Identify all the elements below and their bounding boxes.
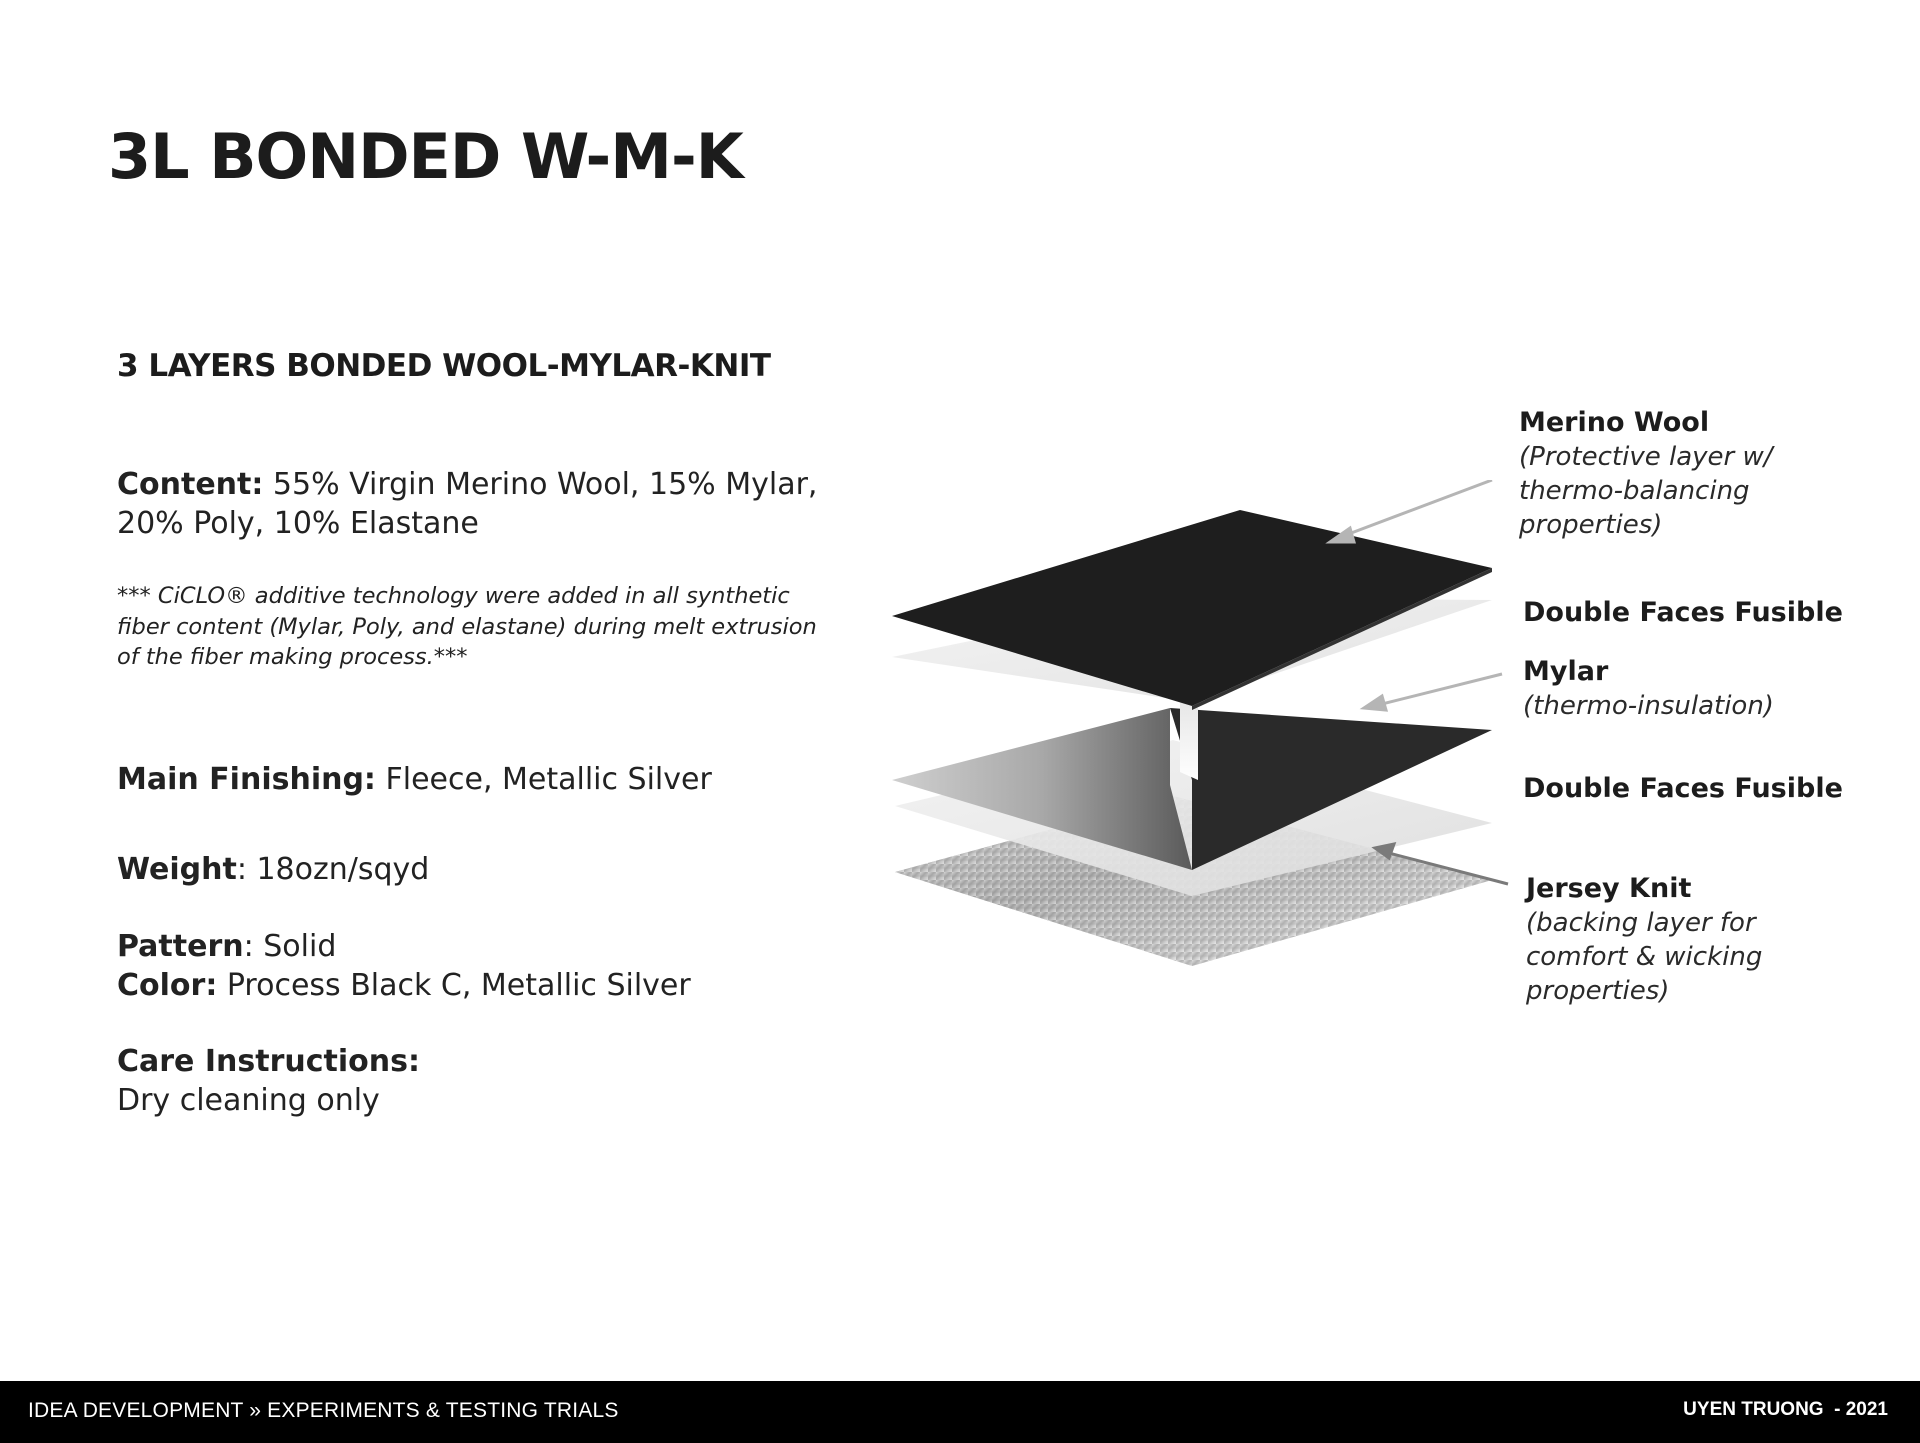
content-spec	[117, 465, 817, 543]
merino-wool-label-group	[1519, 406, 1773, 542]
fusible-top-label-group	[1523, 596, 1843, 630]
merino-wool-label: Merino Wool	[1519, 407, 1710, 438]
weight-label: Weight	[117, 852, 237, 887]
footer-author: UYEN TRUONG - 2021	[1683, 1399, 1888, 1420]
content-line-2: 20% Poly, 10% Elastane	[117, 506, 479, 541]
jersey-knit-desc-2: comfort & wicking	[1526, 942, 1763, 972]
page-title: 3L BONDED W-M-K	[108, 120, 743, 193]
jersey-knit-desc-3: properties)	[1526, 976, 1670, 1006]
note-line-1: *** CiCLO® additive technology were added in all synthetic	[117, 583, 790, 609]
ciclo-note	[117, 581, 837, 673]
care-value: Dry cleaning only	[117, 1083, 380, 1118]
content-line-1: 55% Virgin Merino Wool, 15% Mylar,	[272, 467, 818, 502]
jersey-knit-label-group	[1526, 872, 1762, 1008]
pattern-label: Pattern	[117, 929, 244, 964]
mylar-label-group	[1523, 655, 1774, 723]
fusible-bottom-label: Double Faces Fusible	[1523, 773, 1843, 804]
finishing-label: Main Finishing:	[117, 762, 376, 797]
pattern-value: : Solid	[243, 929, 337, 964]
jersey-knit-label: Jersey Knit	[1526, 873, 1692, 904]
mylar-arrowhead	[1364, 696, 1386, 710]
fusible-top-label: Double Faces Fusible	[1523, 597, 1843, 628]
color-label: Color:	[117, 968, 218, 1003]
footer-bar	[0, 1381, 1920, 1443]
pattern-color-spec	[117, 927, 691, 1005]
layer-diagram	[880, 480, 1530, 1000]
merino-wool-desc-3: properties)	[1519, 510, 1663, 540]
content-label: Content:	[117, 467, 264, 502]
color-value: Process Black C, Metallic Silver	[226, 968, 691, 1003]
weight-value: : 18ozn/sqyd	[236, 852, 430, 887]
merino-pointer	[1338, 480, 1492, 538]
care-spec	[117, 1042, 420, 1120]
finishing-spec	[117, 760, 712, 799]
jersey-knit-desc-1: (backing layer for	[1526, 908, 1756, 938]
fusible-bottom-label-group	[1523, 772, 1843, 806]
footer-breadcrumb: IDEA DEVELOPMENT » EXPERIMENTS & TESTING TRIALS	[28, 1399, 619, 1422]
mylar-pointer	[1374, 674, 1502, 706]
mylar-label: Mylar	[1523, 656, 1609, 687]
care-label: Care Instructions:	[117, 1044, 420, 1079]
merino-wool-desc-1: (Protective layer w/	[1519, 442, 1773, 472]
mylar-desc-1: (thermo-insulation)	[1523, 691, 1774, 721]
merino-wool-layer	[892, 510, 1492, 706]
merino-wool-desc-2: thermo-balancing	[1519, 476, 1750, 506]
finishing-value: Fleece, Metallic Silver	[385, 762, 712, 797]
note-line-3: of the fiber making process.***	[117, 644, 468, 670]
weight-spec	[117, 850, 429, 889]
layer-gap	[1180, 700, 1198, 780]
page-subtitle: 3 LAYERS BONDED WOOL-MYLAR-KNIT	[117, 348, 771, 384]
note-line-2: fiber content (Mylar, Poly, and elastane) during melt extrusion	[117, 613, 817, 640]
